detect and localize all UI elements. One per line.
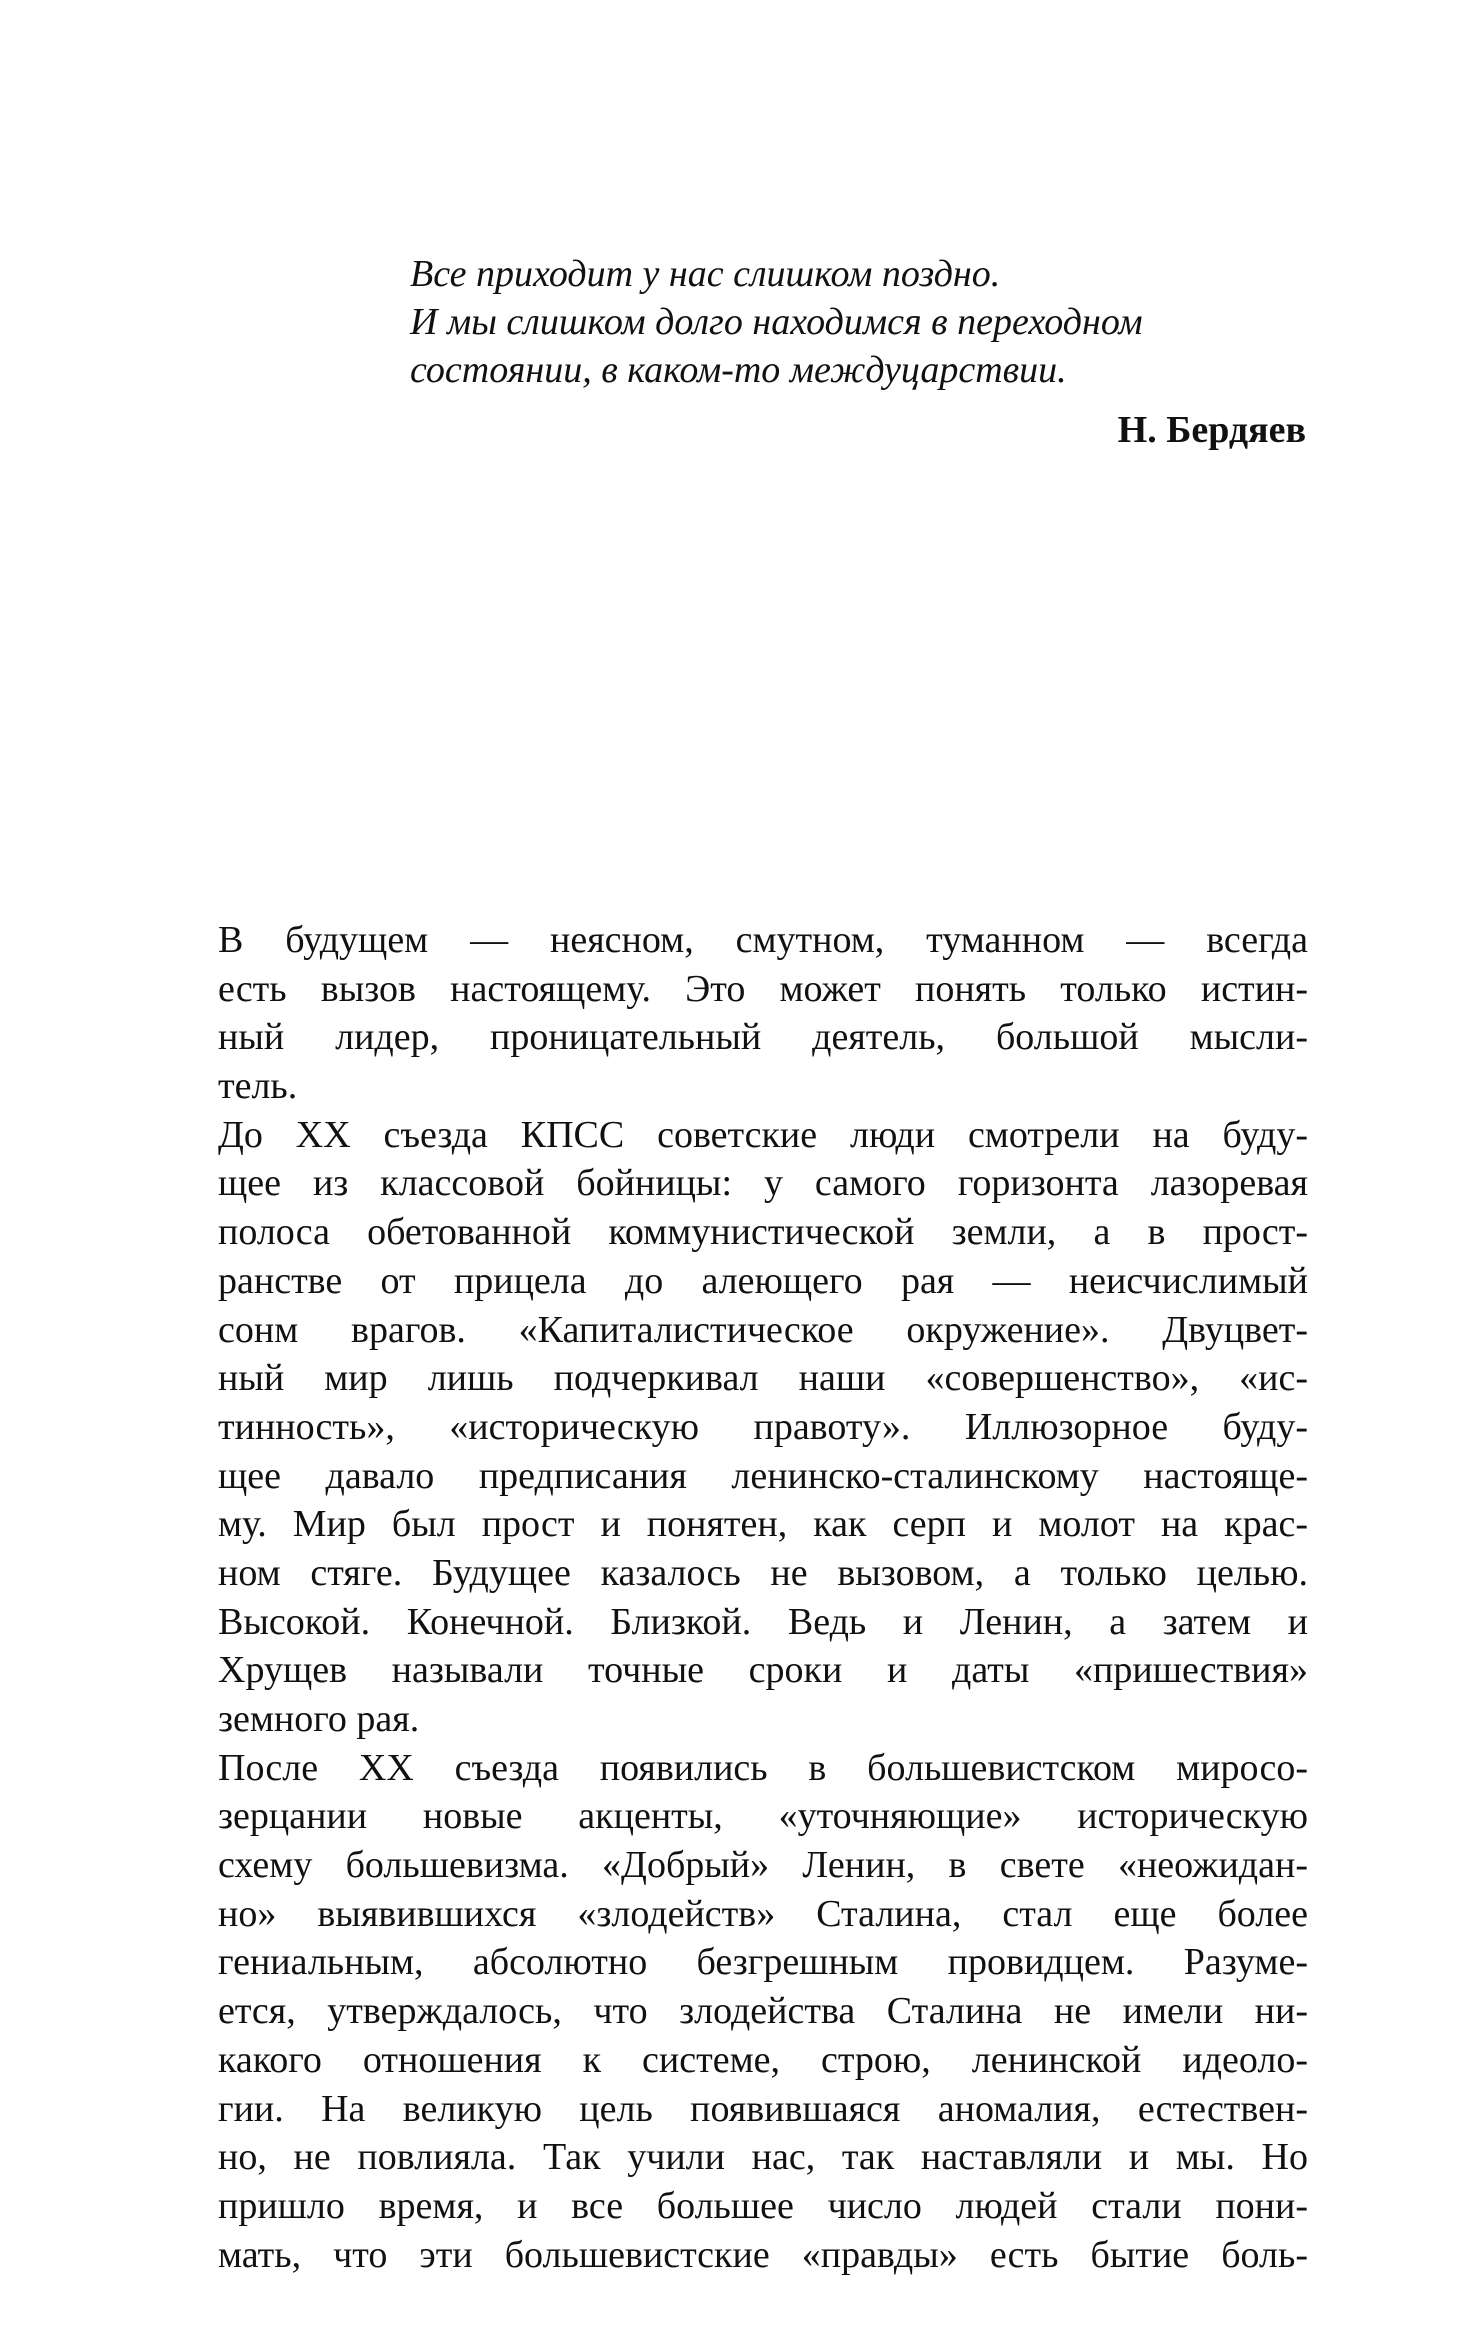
epigraph-author: Н. Бердяев xyxy=(1117,409,1306,451)
text-line: гии. На великую цель появившаяся аномалия, естествен- xyxy=(218,2087,1308,2130)
body-text xyxy=(218,916,1308,2279)
text-line: зерцании новые акценты, «уточняющие» историческую xyxy=(218,1795,1308,1838)
text-line: щее из классовой бойницы: у самого горизонта лазоревая xyxy=(218,1162,1308,1205)
epigraph-line: И мы слишком долго находимся в переходном xyxy=(410,301,1143,343)
text-line: ном стяге. Будущее казалось не вызовом, а только целью. xyxy=(218,1551,1308,1594)
epigraph-line: состоянии, в каком-то междуцарствии. xyxy=(410,349,1067,391)
text-line: полоса обетованной коммунистической земли, а в прост- xyxy=(218,1211,1308,1254)
text-line: му. Мир был прост и понятен, как серп и молот на крас- xyxy=(218,1503,1308,1546)
text-line: земного рая. xyxy=(218,1698,420,1740)
text-line: есть вызов настоящему. Это может понять только истин- xyxy=(218,967,1308,1010)
text-line: В будущем — неясном, смутном, туманном — всегда xyxy=(218,919,1308,961)
text-line: До XX съезда КПСС советские люди смотрели на буду- xyxy=(218,1113,1308,1156)
text-line: сонм врагов. «Капиталистическое окружение». Двуцвет- xyxy=(218,1308,1308,1351)
text-line: щее давало предписания ленинско-сталинскому настояще- xyxy=(218,1454,1308,1497)
text-line: пришло время, и все большее число людей стали пони- xyxy=(218,2184,1308,2227)
text-line: После XX съезда появились в большевистском миросо- xyxy=(218,1746,1308,1789)
text-line: ранстве от прицела до алеющего рая — неисчислимый xyxy=(218,1259,1308,1302)
text-line: какого отношения к системе, строю, ленинской идеоло- xyxy=(218,2038,1308,2081)
text-line: но» выявившихся «злодейств» Сталина, стал еще более xyxy=(218,1892,1308,1935)
text-line: ется, утверждалось, что злодейства Сталина не имели ни- xyxy=(218,1990,1308,2033)
text-line: мать, что эти большевистские «правды» есть бытие боль- xyxy=(218,2233,1308,2276)
text-line: Высокой. Конечной. Близкой. Ведь и Ленин, а затем и xyxy=(218,1600,1308,1643)
text-line: гениальным, абсолютно безгрешным провидцем. Разуме- xyxy=(218,1941,1308,1984)
text-line: тинность», «историческую правоту». Иллюзорное буду- xyxy=(218,1405,1308,1448)
text-line: ный мир лишь подчеркивал наши «совершенство», «ис- xyxy=(218,1357,1308,1400)
epigraph xyxy=(410,250,1310,454)
text-line: схему большевизма. «Добрый» Ленин, в свете «неожидан- xyxy=(218,1844,1308,1887)
epigraph-line: Все приходит у нас слишком поздно. xyxy=(410,253,1001,295)
text-line: но, не повлияла. Так учили нас, так наставляли и мы. Но xyxy=(218,2136,1308,2179)
text-line: Хрущев называли точные сроки и даты «пришествия» xyxy=(218,1649,1308,1692)
text-line: ный лидер, проницательный деятель, большой мысли- xyxy=(218,1016,1308,1059)
text-line: тель. xyxy=(218,1065,298,1108)
